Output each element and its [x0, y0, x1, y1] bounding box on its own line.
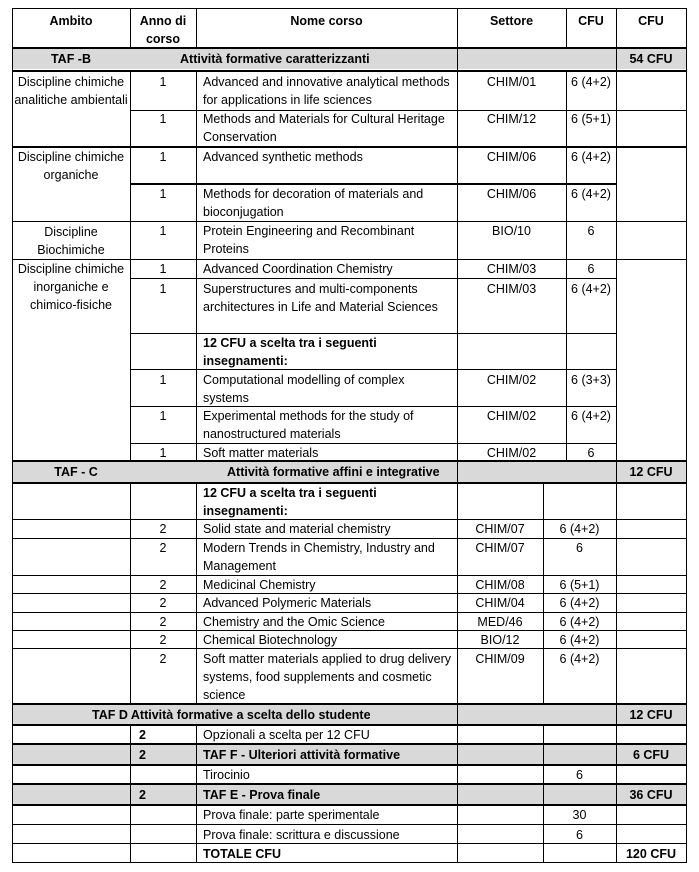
rule-line — [12, 703, 686, 705]
course-cfu: 30 — [572, 808, 587, 822]
rule-line — [130, 183, 616, 185]
course-cfu: 6 — [587, 224, 595, 238]
course-name: Methods for decoration of materials and bioconjugation — [203, 187, 424, 219]
rule-line — [130, 443, 616, 444]
rule-line — [543, 804, 544, 824]
course-anno: 2 — [159, 541, 167, 555]
ambito-group: Discipline chimiche organiche — [17, 150, 125, 182]
rule-line — [12, 259, 686, 260]
taf-f-total: 6 CFU — [632, 748, 670, 762]
rule-line — [12, 824, 686, 825]
course-cfu: 6 — [576, 828, 583, 842]
rule-line — [457, 784, 458, 804]
rule-line — [543, 724, 544, 744]
rule-line — [12, 8, 686, 9]
rule-line — [12, 8, 13, 863]
course-cfu: 6 — [576, 768, 583, 782]
rule-line — [543, 824, 544, 843]
rule-line — [12, 221, 686, 222]
header-cfu-total: CFU — [638, 14, 664, 28]
rule-line — [196, 764, 197, 784]
header-settore: Settore — [489, 14, 534, 28]
course-cfu: 6 (4+2) — [559, 652, 600, 666]
course-cfu: 6 (5+1) — [571, 112, 611, 126]
rule-line — [130, 764, 131, 784]
rule-line — [196, 744, 197, 764]
taf-e-total: 36 CFU — [629, 788, 673, 802]
rule-line — [12, 804, 686, 806]
course-name: Solid state and material chemistry — [203, 522, 391, 536]
course-settore: CHIM/06 — [486, 150, 537, 164]
rule-line — [616, 764, 617, 784]
rule-line — [457, 70, 458, 461]
rule-line — [12, 862, 686, 863]
rule-line — [12, 519, 686, 520]
rule-line — [12, 743, 686, 745]
rule-line — [130, 482, 131, 704]
course-cfu: 6 (4+2) — [571, 75, 611, 89]
course-anno: 2 — [159, 596, 167, 610]
rule-line — [130, 406, 616, 407]
course-anno: 1 — [159, 150, 167, 164]
rule-line — [196, 804, 197, 824]
course-cfu: 6 (4+2) — [571, 187, 611, 201]
course-anno: 1 — [159, 187, 167, 201]
rule-line — [616, 8, 617, 48]
choice-label: 12 CFU a scelta tra i seguenti insegnamenti: — [203, 336, 377, 368]
rule-line — [457, 461, 458, 482]
rule-line — [196, 843, 197, 862]
course-settore: CHIM/03 — [486, 262, 537, 276]
course-name: Protein Engineering and Recombinant Proteins — [203, 224, 415, 256]
course-anno: 2 — [139, 788, 146, 802]
ambito-group: Discipline Biochimiche — [37, 225, 105, 257]
rule-line — [12, 460, 686, 462]
rule-line — [12, 764, 686, 766]
rule-line — [616, 804, 617, 824]
rule-line — [543, 843, 544, 862]
rule-line — [686, 8, 687, 863]
rule-line — [457, 482, 458, 704]
header-anno: Anno di corso — [139, 14, 187, 46]
rule-line — [130, 824, 131, 843]
rule-line — [12, 47, 686, 49]
course-cfu: 6 (4+2) — [559, 596, 600, 610]
rule-line — [196, 482, 197, 704]
course-cfu: 6 (4+2) — [571, 150, 611, 164]
course-anno: 2 — [159, 522, 167, 536]
rule-line — [196, 70, 197, 461]
course-name: Prova finale: parte sperimentale — [203, 808, 380, 822]
rule-line — [543, 482, 544, 704]
course-name: Advanced synthetic methods — [203, 150, 363, 164]
rule-line — [457, 764, 458, 784]
course-name: Superstructures and multi-components architectures in Life and Material Sciences — [203, 282, 438, 314]
course-name: Experimental methods for the study of nanostructured materials — [203, 409, 414, 441]
course-cfu: 6 (5+1) — [559, 578, 600, 592]
rule-line — [12, 612, 686, 613]
rule-line — [616, 843, 617, 862]
course-settore: CHIM/09 — [475, 652, 525, 666]
taf-c-total: 12 CFU — [629, 465, 673, 479]
course-anno: 2 — [159, 633, 167, 647]
rule-line — [457, 824, 458, 843]
rule-line — [12, 538, 686, 539]
course-settore: CHIM/12 — [486, 112, 537, 126]
course-cfu: 6 (4+2) — [571, 282, 611, 296]
rule-line — [130, 784, 131, 804]
rule-line — [196, 784, 197, 804]
rule-line — [616, 724, 617, 744]
course-anno: 1 — [159, 262, 167, 276]
rule-line — [616, 744, 617, 764]
course-anno: 2 — [159, 615, 167, 629]
rule-line — [12, 724, 686, 726]
rule-line — [566, 70, 567, 461]
rule-line — [12, 575, 686, 576]
course-anno: 2 — [159, 652, 167, 666]
course-cfu: 6 (4+2) — [559, 615, 600, 629]
course-settore: CHIM/07 — [475, 522, 525, 536]
rule-line — [130, 278, 616, 279]
course-settore: CHIM/04 — [475, 596, 525, 610]
rule-line — [12, 783, 686, 785]
header-ambito: Ambito — [49, 14, 93, 28]
course-anno: 1 — [159, 224, 167, 238]
rule-line — [616, 461, 617, 482]
course-settore: CHIM/06 — [486, 187, 537, 201]
rule-line — [12, 843, 686, 844]
rule-line — [457, 843, 458, 862]
course-settore: CHIM/02 — [486, 373, 537, 387]
course-cfu: 6 (4+2) — [559, 522, 600, 536]
course-name: Methods and Materials for Cultural Heritage Conservation — [203, 112, 445, 144]
totale-value: 120 CFU — [625, 847, 677, 861]
course-anno: 1 — [159, 112, 167, 126]
rule-line — [130, 744, 131, 764]
rule-line — [130, 369, 616, 370]
course-settore: MED/46 — [477, 615, 523, 629]
course-anno: 2 — [139, 728, 146, 742]
course-anno: 2 — [139, 748, 146, 762]
ambito-group: Discipline chimiche analitiche ambientali — [14, 75, 128, 107]
rule-line — [566, 8, 567, 48]
rule-line — [12, 630, 686, 631]
course-settore: BIO/12 — [480, 633, 520, 647]
course-name: Tirocinio — [203, 768, 250, 782]
rule-line — [196, 724, 197, 744]
course-name: Soft matter materials — [203, 446, 319, 460]
rule-line — [130, 724, 131, 744]
rule-line — [543, 744, 544, 764]
course-settore: BIO/10 — [492, 224, 531, 238]
rule-line — [616, 70, 617, 461]
course-settore: CHIM/07 — [475, 541, 525, 555]
course-settore: CHIM/03 — [486, 282, 537, 296]
rule-line — [616, 784, 617, 804]
rule-line — [457, 724, 458, 744]
rule-line — [616, 824, 617, 843]
rule-line — [457, 48, 458, 70]
course-settore: CHIM/01 — [486, 75, 537, 89]
taf-c-title: Attività formative affini e integrative — [227, 465, 440, 479]
taf-b-title: Attività formative caratterizzanti — [180, 52, 370, 66]
course-anno: 1 — [159, 75, 167, 89]
taf-b-code: TAF -B — [50, 52, 92, 66]
rule-line — [616, 704, 617, 724]
course-cfu: 6 — [587, 446, 595, 460]
course-anno: 1 — [159, 446, 167, 460]
rule-line — [130, 8, 131, 48]
taf-d-title: TAF D Attività formative a scelta dello studente — [92, 708, 371, 722]
course-settore: CHIM/08 — [475, 578, 525, 592]
rule-line — [457, 704, 458, 724]
course-settore: CHIM/02 — [486, 409, 537, 423]
rule-line — [196, 824, 197, 843]
course-anno: 1 — [159, 409, 167, 423]
course-cfu: 6 (4+2) — [571, 409, 611, 423]
header-cfu: CFU — [578, 14, 604, 28]
course-name: Computational modelling of complex systems — [203, 373, 405, 405]
rule-line — [130, 70, 131, 461]
rule-line — [12, 146, 686, 148]
course-cfu: 6 (4+2) — [559, 633, 600, 647]
course-name: Prova finale: scrittura e discussione — [203, 828, 400, 842]
rule-line — [12, 482, 686, 484]
course-cfu: 6 (3+3) — [571, 373, 611, 387]
course-name: Medicinal Chemistry — [203, 578, 316, 592]
rule-line — [12, 70, 686, 72]
course-cfu: 6 — [576, 541, 583, 555]
rule-line — [543, 784, 544, 804]
rule-line — [196, 8, 197, 48]
course-settore: CHIM/02 — [486, 446, 537, 460]
course-name: Advanced Coordination Chemistry — [203, 262, 393, 276]
taf-c-code: TAF - C — [54, 465, 98, 479]
taf-d-total: 12 CFU — [629, 708, 673, 722]
course-name: Opzionali a scelta per 12 CFU — [203, 728, 370, 742]
rule-line — [457, 744, 458, 764]
header-nome-corso: Nome corso — [290, 14, 363, 28]
course-cfu: 6 — [587, 262, 595, 276]
course-anno: 2 — [159, 578, 167, 592]
rule-line — [130, 110, 686, 111]
course-name: Modern Trends in Chemistry, Industry and Management — [203, 541, 435, 573]
course-name: Advanced and innovative analytical methods for applications in life sciences — [203, 75, 450, 107]
taf-b-total: 54 CFU — [629, 52, 673, 66]
totale-label: TOTALE CFU — [203, 847, 282, 861]
rule-line — [457, 8, 458, 48]
course-anno: 1 — [159, 373, 167, 387]
course-name: Chemistry and the Omic Science — [203, 615, 386, 629]
ambito-group: Discipline chimiche inorganiche e chimico-fisiche — [17, 262, 125, 312]
rule-line — [543, 764, 544, 784]
taf-e-title: TAF E - Prova finale — [203, 788, 321, 802]
taf-f-title: TAF F - Ulteriori attività formative — [203, 748, 401, 762]
rule-line — [616, 48, 617, 70]
course-name: Soft matter materials applied to drug delivery systems, food supplements and cosmetic science — [203, 652, 452, 702]
course-name: Chemical Biotechnology — [203, 633, 338, 647]
rule-line — [12, 593, 686, 594]
rule-line — [12, 648, 686, 649]
choice-label: 12 CFU a scelta tra i seguenti insegnamenti: — [203, 486, 377, 518]
rule-line — [130, 843, 131, 862]
rule-line — [130, 333, 616, 334]
rule-line — [616, 482, 617, 704]
course-anno: 1 — [159, 282, 167, 296]
rule-line — [130, 804, 131, 824]
rule-line — [457, 804, 458, 824]
course-name: Advanced Polymeric Materials — [203, 596, 372, 610]
